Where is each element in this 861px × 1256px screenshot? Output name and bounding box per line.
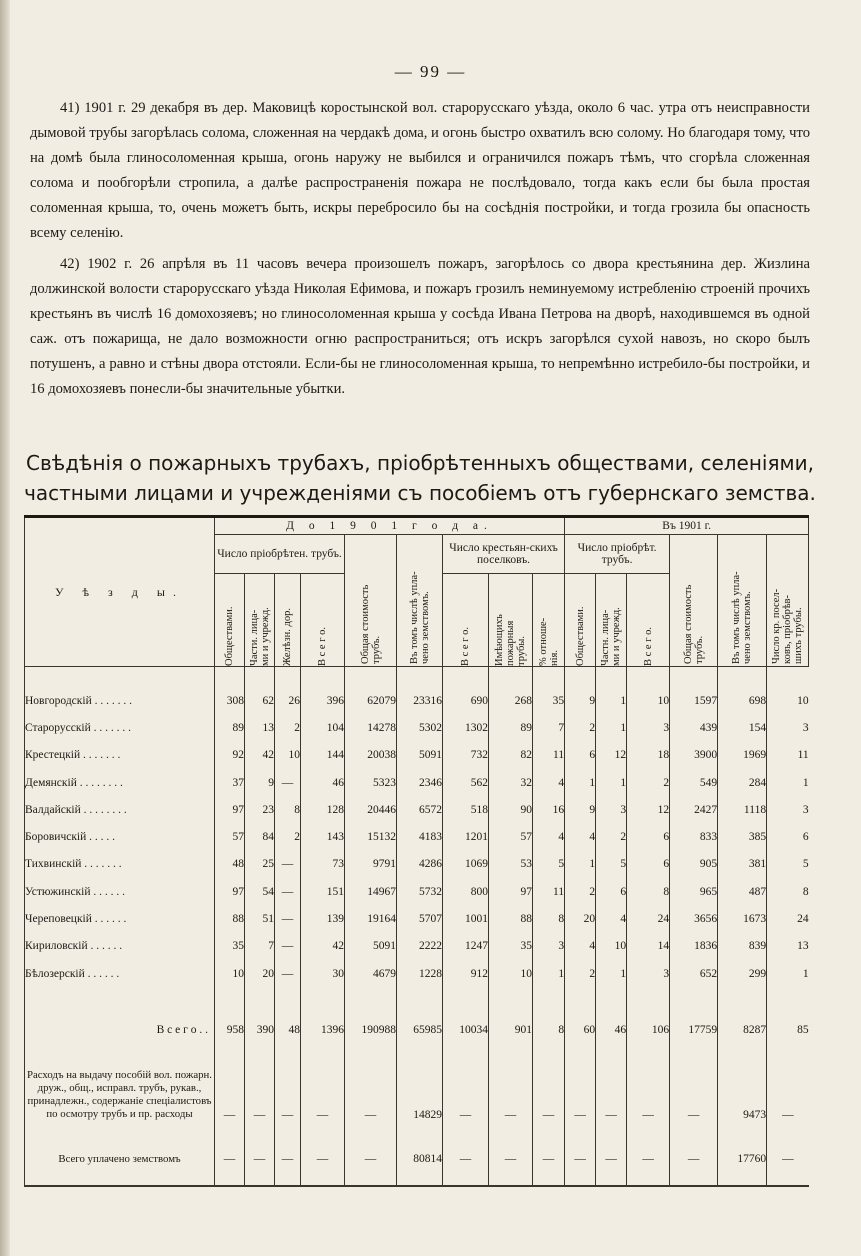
table-cell: 2 (565, 960, 596, 987)
table-cell: 1 (565, 769, 596, 796)
table-cell: — (275, 851, 301, 878)
row-label: Бѣлозерскій . . . . . . (25, 960, 215, 987)
table-row (25, 687, 809, 714)
table-cell: 800 (443, 878, 489, 905)
table-cell: 4 (565, 933, 596, 960)
table-row (25, 769, 809, 796)
table-cell: 2 (275, 714, 301, 741)
header-imeyushchikh: Имѣющихъ пожарныя трубы. (489, 574, 533, 667)
table-cell: 833 (670, 823, 718, 850)
table-cell: 299 (718, 960, 767, 987)
table-cell: 7 (245, 933, 275, 960)
total-row (25, 1007, 809, 1053)
table-cell: 54 (245, 878, 275, 905)
table-cell: 46 (596, 1007, 627, 1053)
table-cell: 1 (533, 960, 565, 987)
expense-row (25, 1053, 809, 1133)
table-cell: — (596, 1133, 627, 1186)
table-cell: 6 (767, 823, 809, 850)
table-cell: — (345, 1053, 397, 1133)
table-cell: 439 (670, 714, 718, 741)
row-label: Тихвинскій . . . . . . . (25, 851, 215, 878)
table-cell: 518 (443, 796, 489, 823)
table-cell: 4679 (345, 960, 397, 987)
table-cell: 1302 (443, 714, 489, 741)
table-cell: 144 (301, 742, 345, 769)
table-cell: — (215, 1053, 245, 1133)
table-cell: 385 (718, 823, 767, 850)
table-cell: — (533, 1133, 565, 1186)
table-cell: 53 (489, 851, 533, 878)
table-cell: 13 (767, 933, 809, 960)
paid-row (25, 1133, 809, 1186)
table-cell: 65985 (397, 1007, 443, 1053)
table-cell: 154 (718, 714, 767, 741)
table-cell: 2346 (397, 769, 443, 796)
table-cell: — (565, 1053, 596, 1133)
table-cell: 690 (443, 687, 489, 714)
table-cell: 8287 (718, 1007, 767, 1053)
table-cell: 9 (565, 687, 596, 714)
table-cell: — (245, 1133, 275, 1186)
table-cell: 89 (489, 714, 533, 741)
table-cell: 9473 (718, 1053, 767, 1133)
header-vsego: В с е г о. (301, 574, 345, 667)
table-cell: 6 (627, 851, 670, 878)
table-cell: 10 (275, 742, 301, 769)
table-cell: 1069 (443, 851, 489, 878)
table-cell: 48 (275, 1007, 301, 1053)
table-cell: 35 (533, 687, 565, 714)
table-cell: 1228 (397, 960, 443, 987)
table-cell: — (670, 1053, 718, 1133)
table-cell: 42 (245, 742, 275, 769)
table-cell: 32 (489, 769, 533, 796)
table-cell: 16 (533, 796, 565, 823)
table-row (25, 960, 809, 987)
row-label: Расходъ на выдачу пособій вол. пожарн. друж., общ., исправл. трубъ, рукав., принадлежн., содержаніе спеціалистовъ по осмотру трубъ и пр. расходы (25, 1053, 215, 1133)
table-row (25, 796, 809, 823)
table-cell: 190988 (345, 1007, 397, 1053)
table-cell: 1 (565, 851, 596, 878)
table-cell: 15132 (345, 823, 397, 850)
table-cell: — (565, 1133, 596, 1186)
table-cell: 562 (443, 769, 489, 796)
table-cell: 62 (245, 687, 275, 714)
header-1901-chastn: Частн. лица- ми и учрежд. (596, 574, 627, 667)
table-cell: 1001 (443, 905, 489, 932)
table-cell: 14829 (397, 1053, 443, 1133)
table-cell: 2 (565, 714, 596, 741)
table-cell: — (489, 1133, 533, 1186)
table-cell: 3 (596, 796, 627, 823)
table-cell: 8 (533, 1007, 565, 1053)
table-cell: — (596, 1053, 627, 1133)
table-cell: — (533, 1053, 565, 1133)
table-cell: 17760 (718, 1133, 767, 1186)
table-cell: 89 (215, 714, 245, 741)
fire-pumps-table (24, 515, 809, 1187)
table-cell: 905 (670, 851, 718, 878)
table-cell: 4 (565, 823, 596, 850)
table-cell: 2 (596, 823, 627, 850)
table-cell: 37 (215, 769, 245, 796)
table-cell: 1 (596, 714, 627, 741)
header-settlements: Число крестьян-скихъ поселковъ. (443, 535, 565, 574)
table-cell: 10034 (443, 1007, 489, 1053)
table-cell: 1118 (718, 796, 767, 823)
header-vsego-posel: В с е г о. (443, 574, 489, 667)
table-cell: 1 (596, 687, 627, 714)
table-cell: 88 (215, 905, 245, 932)
table-cell: 10 (596, 933, 627, 960)
table-cell: 35 (489, 933, 533, 960)
table-cell: 965 (670, 878, 718, 905)
row-label: Всего уплачено земствомъ (25, 1133, 215, 1186)
table-cell: — (443, 1133, 489, 1186)
table-cell: 1836 (670, 933, 718, 960)
table-cell: 1597 (670, 687, 718, 714)
table-cell: 958 (215, 1007, 245, 1053)
table-cell: 20 (565, 905, 596, 932)
table-cell: 5323 (345, 769, 397, 796)
table-cell: — (215, 1133, 245, 1186)
table-cell: 48 (215, 851, 245, 878)
row-label: Новгородскій . . . . . . . (25, 687, 215, 714)
table-cell: 5 (767, 851, 809, 878)
table-cell: 97 (489, 878, 533, 905)
table-cell: 92 (215, 742, 245, 769)
header-zemstvo: Въ томъ числѣ упла- чено земствомъ. (397, 535, 443, 667)
table-cell: 9 (245, 769, 275, 796)
table-cell: 9791 (345, 851, 397, 878)
table-row (25, 823, 809, 850)
table-cell: 3656 (670, 905, 718, 932)
table-cell: 3 (627, 960, 670, 987)
table-cell: 8 (627, 878, 670, 905)
book-spine-shadow (0, 0, 10, 1256)
table-cell: 1969 (718, 742, 767, 769)
table-cell: 73 (301, 851, 345, 878)
table-cell: 698 (718, 687, 767, 714)
table-row (25, 878, 809, 905)
table-cell: 12 (596, 742, 627, 769)
header-obshch: Обществами. (215, 574, 245, 667)
row-label: Устюжинскій . . . . . . (25, 878, 215, 905)
table-cell: — (627, 1133, 670, 1186)
table-cell: — (345, 1133, 397, 1186)
header-1901-zemstvo: Въ томъ числѣ упла- чено земствомъ. (718, 535, 767, 667)
header-1901: Въ 1901 г. (565, 517, 809, 535)
table-cell: — (301, 1133, 345, 1186)
header-acquired-1901: Число пріобрѣт. трубъ. (565, 535, 670, 574)
table-cell: 1 (767, 769, 809, 796)
table-cell: 14967 (345, 878, 397, 905)
table-cell: 11 (767, 742, 809, 769)
table-cell: 3900 (670, 742, 718, 769)
table-cell: 1673 (718, 905, 767, 932)
table-cell: 24 (627, 905, 670, 932)
table-cell: 487 (718, 878, 767, 905)
table-cell: 2 (275, 823, 301, 850)
table-cell: 20038 (345, 742, 397, 769)
table-cell: 60 (565, 1007, 596, 1053)
table-cell: 23 (245, 796, 275, 823)
row-label: Кириловскій . . . . . . (25, 933, 215, 960)
header-before-1901: Д о 1 9 0 1 г о д а. (215, 517, 565, 535)
table-cell: 10 (627, 687, 670, 714)
table-cell: 82 (489, 742, 533, 769)
table-cell: 7 (533, 714, 565, 741)
table-cell: 10 (489, 960, 533, 987)
row-label: Валдайскій . . . . . . . . (25, 796, 215, 823)
table-cell: 8 (533, 905, 565, 932)
header-1901-vsego: В с е г о. (627, 574, 670, 667)
table-cell: 3 (767, 796, 809, 823)
table-cell: 90 (489, 796, 533, 823)
table-cell: 652 (670, 960, 718, 987)
header-1901-obshch: Обществами. (565, 574, 596, 667)
table-cell: 26 (275, 687, 301, 714)
header-percent: % отноше- нія. (533, 574, 565, 667)
table-cell: — (275, 878, 301, 905)
table-cell: 396 (301, 687, 345, 714)
table-cell: 80814 (397, 1133, 443, 1186)
table-cell: 10 (215, 960, 245, 987)
table-cell: 2 (565, 878, 596, 905)
table-cell: 139 (301, 905, 345, 932)
table-cell: 6572 (397, 796, 443, 823)
table-cell: — (275, 933, 301, 960)
table-cell: 1396 (301, 1007, 345, 1053)
header-acquired: Число пріобрѣтен. трубъ. (215, 535, 345, 574)
table-cell: — (275, 769, 301, 796)
table-cell: 57 (215, 823, 245, 850)
row-label: В с е г о . . (25, 1007, 215, 1053)
table-cell: 97 (215, 878, 245, 905)
table-cell: — (627, 1053, 670, 1133)
table-cell: — (443, 1053, 489, 1133)
table-cell: 14 (627, 933, 670, 960)
table-cell: 8 (275, 796, 301, 823)
table-cell: 268 (489, 687, 533, 714)
table-cell: 839 (718, 933, 767, 960)
table-cell: 25 (245, 851, 275, 878)
page-number: — 99 — (394, 62, 467, 81)
table-cell: 4 (596, 905, 627, 932)
table-cell: 151 (301, 878, 345, 905)
table-cell: 381 (718, 851, 767, 878)
table-cell: 97 (215, 796, 245, 823)
table-cell: 5091 (345, 933, 397, 960)
table-cell: 24 (767, 905, 809, 932)
table-cell: 128 (301, 796, 345, 823)
table-cell: — (301, 1053, 345, 1133)
table-row (25, 714, 809, 741)
header-uezdy: У ѣ з д ы. (25, 517, 215, 667)
row-label: Демянскій . . . . . . . . (25, 769, 215, 796)
table-cell: 5091 (397, 742, 443, 769)
table-body (25, 667, 809, 1187)
table-cell: 5707 (397, 905, 443, 932)
row-label: Череповецкій . . . . . . (25, 905, 215, 932)
table-cell: 2427 (670, 796, 718, 823)
table-cell: 84 (245, 823, 275, 850)
table-cell: 2222 (397, 933, 443, 960)
table-cell: 912 (443, 960, 489, 987)
table-cell: 18 (627, 742, 670, 769)
table-cell: 2 (627, 769, 670, 796)
table-cell: 549 (670, 769, 718, 796)
paragraph-42: 42) 1902 г. 26 апрѣля въ 11 часовъ вечера произошелъ пожаръ, загорѣлось со двора крестьянина дер. Жизлина должинской волости старорусскаго уѣзда Николая Ефимова, и пожаръ грозилъ неминуемому истребленію строеній прочихъ крестьянъ въ числѣ 16 домохозяевъ; но глиносоломенная крыша у сосѣда Ивана Петрова на дворѣ, находившемся въ одной саж. отъ пожарища, не дало возможности огню распространиться; отъ искръ загорѣлся сухой навозъ, но скоро былъ потушенъ, а равно и стѣны двора отстояли. Если-бы не глиносоломенная крыша, то непремѣнно истребило-бы постройки, и 16 домохозяевъ понесли-бы значительные убытки. (30, 256, 810, 397)
table-cell: 17759 (670, 1007, 718, 1053)
table-cell: — (275, 1053, 301, 1133)
table-cell: 20 (245, 960, 275, 987)
table-cell: — (767, 1053, 809, 1133)
table-cell: 5 (533, 851, 565, 878)
table-cell: 1247 (443, 933, 489, 960)
table-cell: 5302 (397, 714, 443, 741)
table-cell: 390 (245, 1007, 275, 1053)
table-cell: 8 (767, 878, 809, 905)
table-cell: 1 (767, 960, 809, 987)
table-cell: 20446 (345, 796, 397, 823)
table-cell: 11 (533, 878, 565, 905)
table-cell: 35 (215, 933, 245, 960)
table-cell: 14278 (345, 714, 397, 741)
table-cell: — (275, 905, 301, 932)
row-label: Крестецкій . . . . . . . (25, 742, 215, 769)
table-heading: Свѣдѣнія о пожарныхъ трубахъ, пріобрѣтенныхъ обществами, селеніями, частными лицами и учрежденіями съ пособіемъ отъ губернскаго земства. (24, 451, 816, 505)
table-cell: 4 (533, 769, 565, 796)
header-chastn: Части. лица- ми и учрежд. (245, 574, 275, 667)
table-cell: 3 (767, 714, 809, 741)
table-cell: 3 (533, 933, 565, 960)
table-cell: 6 (565, 742, 596, 769)
row-label: Боровичскій . . . . . (25, 823, 215, 850)
paragraph-41: 41) 1901 г. 29 декабря въ дер. Маковицѣ коростынской вол. старорусскаго уѣзда, около 6 час. утра отъ неисправности дымовой трубы загорѣлась солома, сложенная на чердакѣ дома, и огонь быстро охватилъ всю солому. Но благодаря тому, что на домѣ была глиносоломенная крыша, огонь наружу не выбился и ограничился пожаръ тѣмъ, что сгорѣла сложенная солома и пообгорѣли стропила, а далѣе распространенія пожара не послѣдовало, тогда какъ если бы была простая соломенная крыша, то, очень можетъ быть, искры перебросило бы на сосѣднія постройки, и тогда грозила бы опасность всему селенію. (30, 100, 810, 241)
table-cell: 143 (301, 823, 345, 850)
table-cell: 5 (596, 851, 627, 878)
table-row (25, 905, 809, 932)
table-cell: 1 (596, 769, 627, 796)
table-cell: 4 (533, 823, 565, 850)
table-cell: 1201 (443, 823, 489, 850)
table-cell: — (245, 1053, 275, 1133)
table-cell: 901 (489, 1007, 533, 1053)
table-cell: 5732 (397, 878, 443, 905)
table-cell: 57 (489, 823, 533, 850)
header-zhelezn: Желѣзн. дор. (275, 574, 301, 667)
table-cell: 104 (301, 714, 345, 741)
table-cell: — (275, 960, 301, 987)
table-cell: 30 (301, 960, 345, 987)
table-cell: 4183 (397, 823, 443, 850)
table-cell: 85 (767, 1007, 809, 1053)
table-cell: 10 (767, 687, 809, 714)
table-row (25, 851, 809, 878)
table-cell: 9 (565, 796, 596, 823)
table-cell: — (275, 1133, 301, 1186)
header-cost: Общая стоимость трубъ. (345, 535, 397, 667)
table-cell: 12 (627, 796, 670, 823)
table-cell: 6 (596, 878, 627, 905)
table-cell: 1 (596, 960, 627, 987)
table-cell: 732 (443, 742, 489, 769)
header-1901-settlements: Число кр. посел- ковъ, пріобрѣв- шихъ трубы. (767, 535, 809, 667)
table-cell: 62079 (345, 687, 397, 714)
row-label: Старорусскій . . . . . . . (25, 714, 215, 741)
table-cell: 42 (301, 933, 345, 960)
table-row (25, 933, 809, 960)
table-cell: 3 (627, 714, 670, 741)
table-cell: 13 (245, 714, 275, 741)
table-cell: — (489, 1053, 533, 1133)
table-cell: 88 (489, 905, 533, 932)
table-cell: — (767, 1133, 809, 1186)
table-cell: 51 (245, 905, 275, 932)
table-cell: — (670, 1133, 718, 1186)
table-cell: 11 (533, 742, 565, 769)
table-row (25, 742, 809, 769)
table-cell: 46 (301, 769, 345, 796)
table-cell: 284 (718, 769, 767, 796)
table-cell: 6 (627, 823, 670, 850)
table-cell: 4286 (397, 851, 443, 878)
table-cell: 23316 (397, 687, 443, 714)
table-cell: 106 (627, 1007, 670, 1053)
header-1901-cost: Общая стоимость трубъ. (670, 535, 718, 667)
table-cell: 19164 (345, 905, 397, 932)
table-cell: 308 (215, 687, 245, 714)
